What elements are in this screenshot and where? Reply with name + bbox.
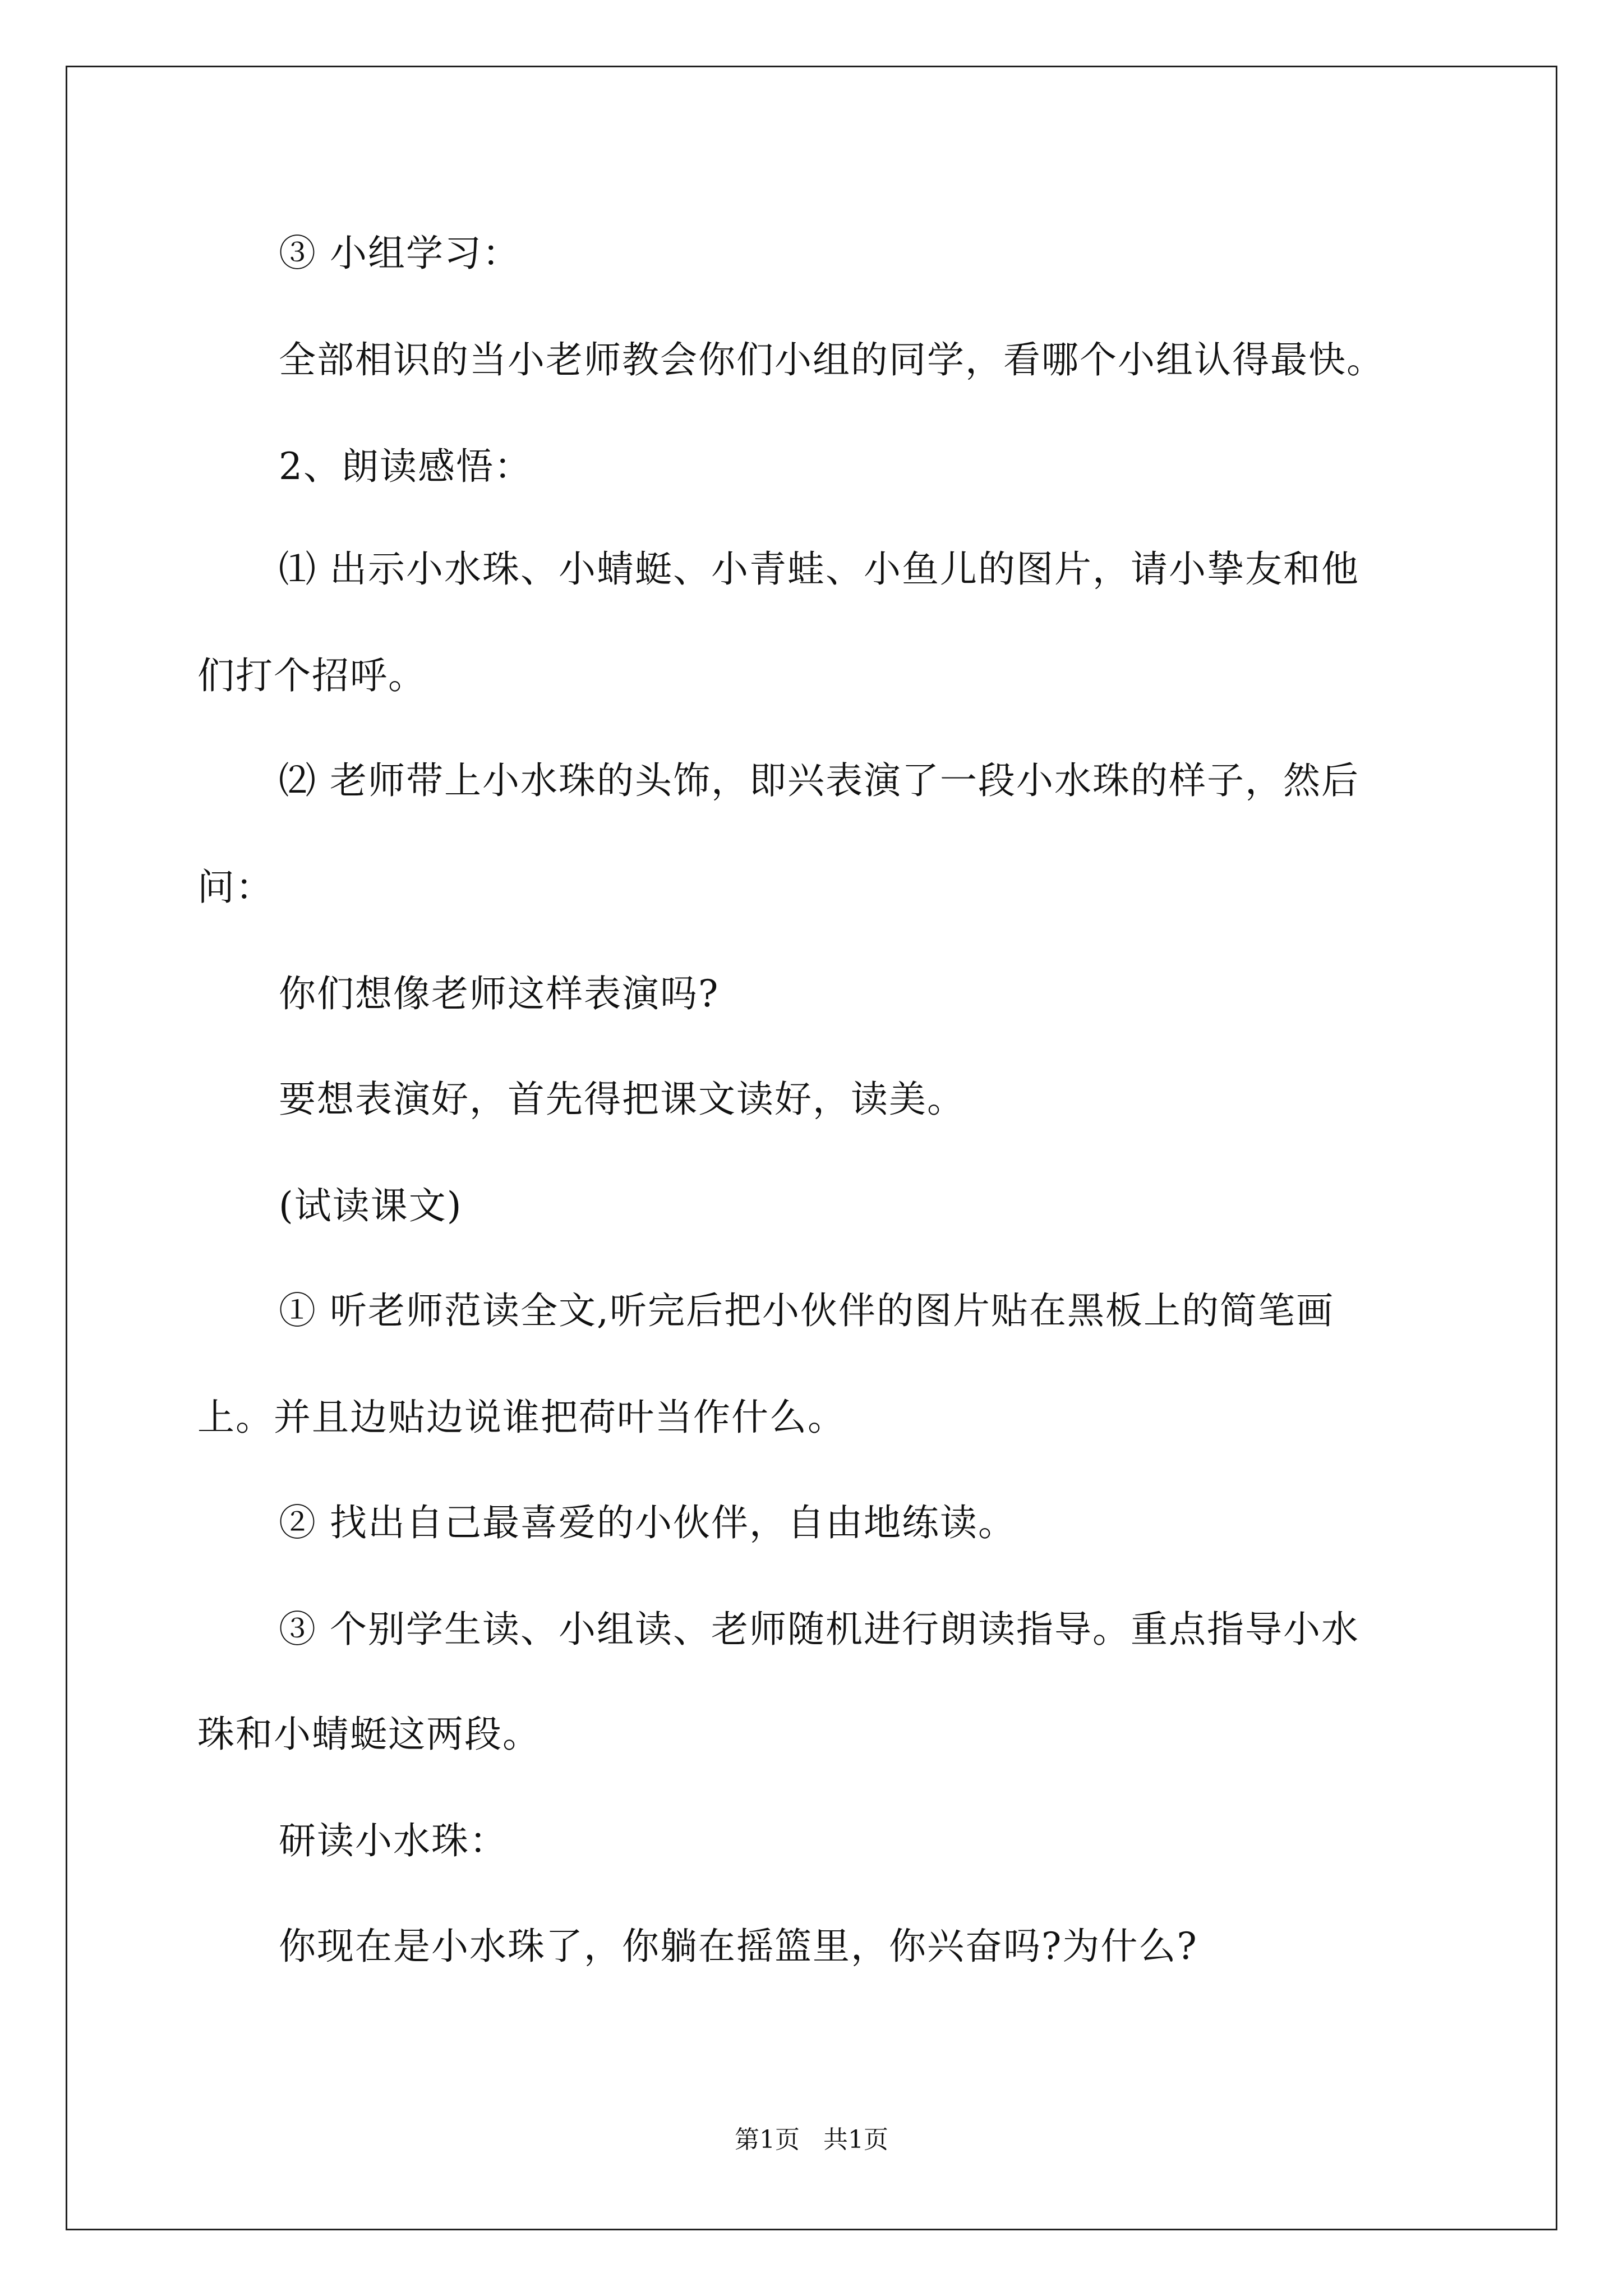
- paragraph-continuation: 珠和小蜻蜓这两段。: [197, 1713, 541, 1756]
- paragraph: 你现在是小水珠了，你躺在摇篮里，你兴奋吗?为什么?: [279, 1925, 1198, 1968]
- paragraph: 2、朗读感悟：: [279, 445, 532, 488]
- page-total: 共1页: [823, 2125, 888, 2154]
- paragraph: ③ 个别学生读、小组读、老师随机进行朗读指导。重点指导小水: [279, 1608, 1359, 1651]
- paragraph: (试读课文): [279, 1184, 463, 1227]
- paragraph: ⑴ 出示小水珠、小蜻蜓、小青蛙、小鱼儿的图片，请小挚友和他: [279, 547, 1359, 591]
- paragraph: 要想表演好，首先得把课文读好，读美。: [279, 1078, 965, 1121]
- page-border: [66, 66, 1557, 2230]
- paragraph: ① 听老师范读全文,听完后把小伙伴的图片贴在黑板上的简笔画: [279, 1289, 1334, 1332]
- page-number: 第1页: [735, 2125, 800, 2154]
- paragraph: ⑵ 老师带上小水珠的头饰，即兴表演了一段小水珠的样子，然后: [279, 759, 1359, 802]
- paragraph: ③ 小组学习：: [279, 232, 520, 275]
- paragraph: 全部相识的当小老师教会你们小组的同学，看哪个小组认得最快。: [279, 338, 1385, 381]
- paragraph: 你们想像老师这样表演吗?: [279, 972, 720, 1015]
- paragraph: 研读小水珠：: [279, 1819, 508, 1862]
- paragraph: ② 找出自己最喜爱的小伙伴，自由地练读。: [279, 1501, 1016, 1544]
- paragraph-continuation: 们打个招呼。: [197, 654, 426, 697]
- paragraph-continuation: 上。并且边贴边说谁把荷叶当作什么。: [197, 1396, 846, 1439]
- page-footer: [0, 2125, 1623, 2155]
- paragraph-continuation: 问：: [197, 866, 274, 909]
